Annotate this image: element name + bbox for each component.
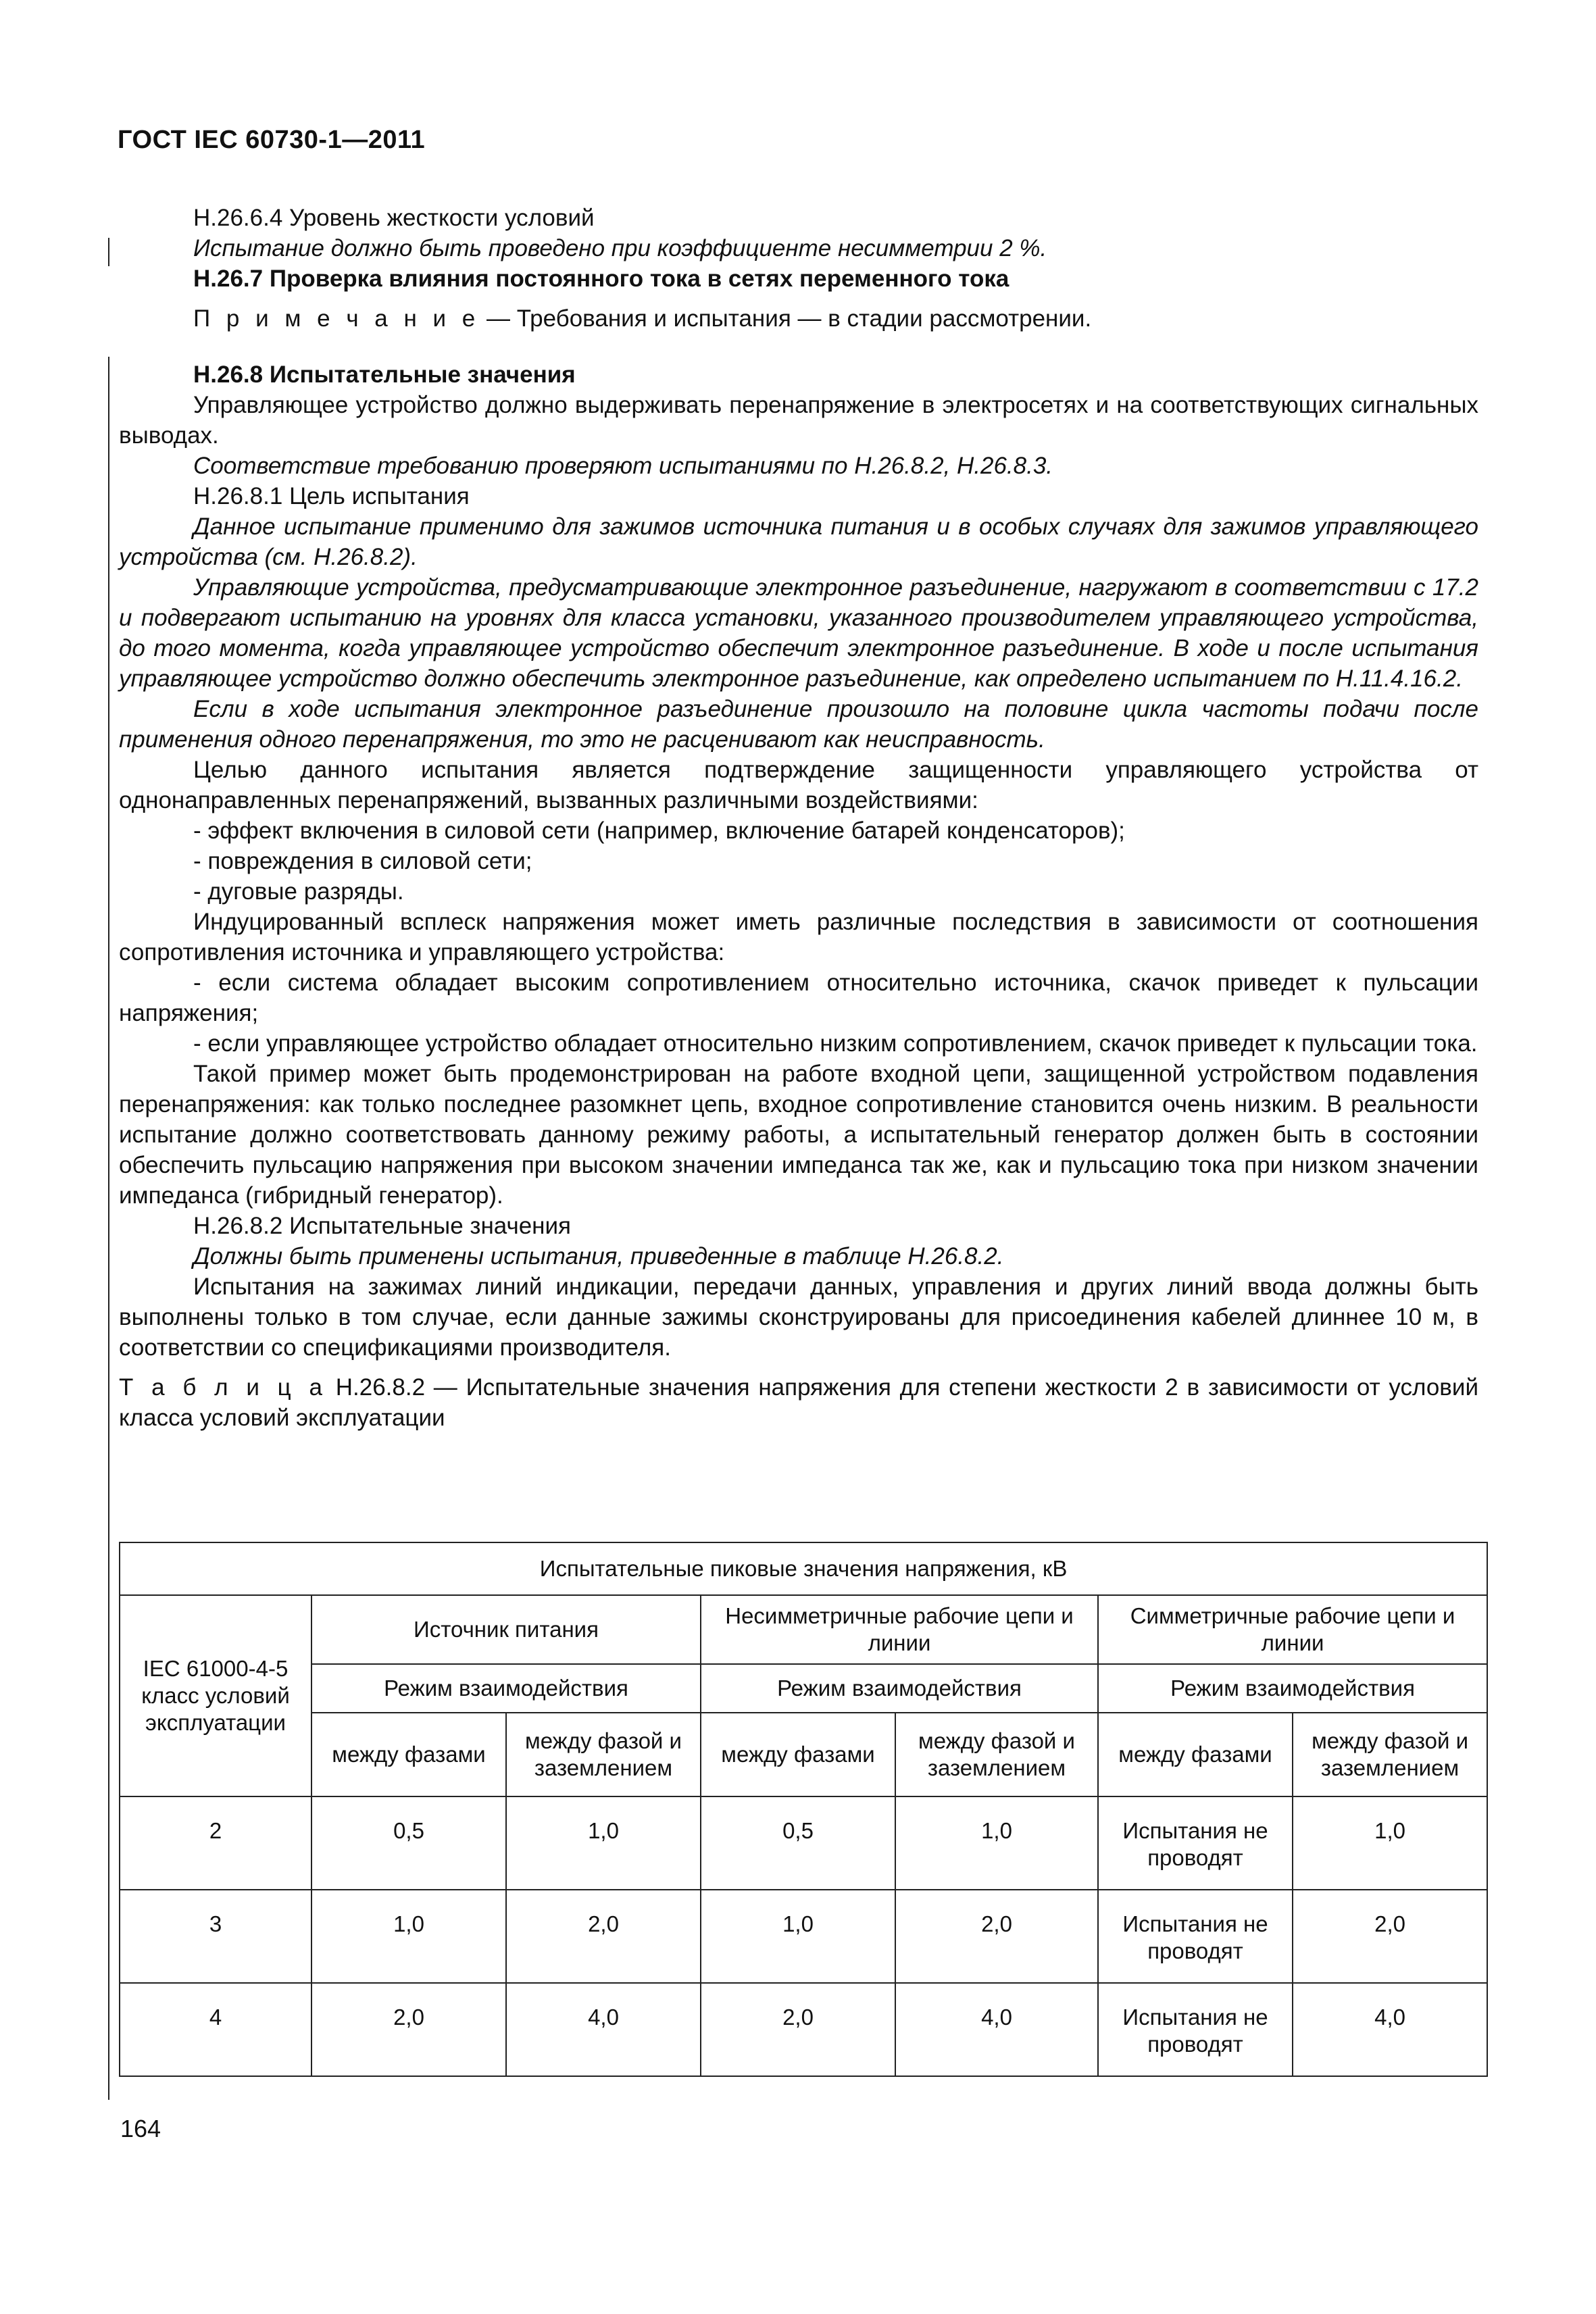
value-cell: 2,0 [701,1983,895,2076]
mode-header: Режим взаимодействия [701,1664,1098,1713]
value-cell: 1,0 [701,1890,895,1983]
list-item: - повреждения в силовой сети; [193,848,532,874]
italic-paragraph: Должны быть применены испытания, приведенные в таблице Н.26.8.2. [193,1243,1004,1269]
clause-heading-bold: Н.26.8 Испытательные значения [193,361,576,388]
table-top-header: Испытательные пиковые значения напряжения, кВ [120,1542,1487,1595]
value-cell: 0,5 [311,1796,506,1890]
clause-heading: Н.26.8.1 Цель испытания [193,483,470,509]
group-header-power: Источник питания [311,1595,701,1664]
table-row [120,1796,1487,1890]
italic-paragraph: Испытание должно быть проведено при коэффициенте несимметрии 2 %. [193,235,1047,261]
list-item: - если управляющее устройство обладает относительно низким сопротивлением, скачок приведет к пульсации тока. [193,1030,1478,1057]
table-caption-text: Н.26.8.2 — Испытательные значения напряжения для степени жесткости 2 в зависимости от условий класса условий эксплуатации [119,1374,1478,1431]
list-item: - если система обладает высоким сопротивлением относительно источника, скачок приведет к пульсации напряжения; [119,970,1478,1026]
table-row [120,1890,1487,1983]
value-cell: 4,0 [895,1983,1098,2076]
italic-paragraph: Если в ходе испытания электронное разъединение произошло на половине цикла частоты подачи после применения одного перенапряжения, то это не расценивают как неисправность. [119,696,1478,753]
paragraph: Управляющее устройство должно выдерживать перенапряжение в электросетях и на соответствующих сигнальных выводах. [119,392,1478,449]
body-text-upper [119,203,1478,334]
value-cell: Испытания не проводят [1098,1796,1293,1890]
test-values-table [119,1542,1488,2077]
clause-heading: Н.26.6.4 Уровень жесткости условий [193,205,595,231]
sub-header-phase: между фазами [701,1713,895,1796]
value-cell: 1,0 [1293,1796,1487,1890]
paragraph: Испытания на зажимах линий индикации, передачи данных, управления и других линий ввода должны быть выполнены только в том случае, если данные зажимы сконструированы для присоединения кабелей длиннее 10 м, в соответствии со спецификациями производителя. [119,1274,1478,1361]
paragraph: Такой пример может быть продемонстрирован на работе входной цепи, защищенной устройством подавления перенапряжения: как только последнее разомкнет цепь, входное сопротивление становится очень низким. В реальности испытание должно соответствовать данному режиму работы, а испытательный генератор должен быть в состоянии обеспечить пульсацию напряжения при высоком значении импеданса так же, как и пульсацию тока при низком значении импеданса (гибридный генератор). [119,1061,1478,1209]
page-number: 164 [120,2115,161,2142]
table-caption [119,1372,1478,1433]
class-cell: 3 [120,1890,311,1983]
class-cell: 2 [120,1796,311,1890]
value-cell: 0,5 [701,1796,895,1890]
value-cell: 2,0 [311,1983,506,2076]
body-text-main [119,359,1478,1433]
sub-header-phase: между фазами [1098,1713,1293,1796]
italic-paragraph: Соответствие требованию проверяют испытаниями по Н.26.8.2, Н.26.8.3. [193,453,1053,479]
paragraph: Индуцированный всплеск напряжения может иметь различные последствия в зависимости от соотношения сопротивления источника и управляющего устройства: [119,909,1478,965]
note-text: — Требования и испытания — в стадии рассмотрении. [480,305,1092,332]
class-cell: 4 [120,1983,311,2076]
value-cell: 2,0 [895,1890,1098,1983]
value-cell: 4,0 [1293,1983,1487,2076]
value-cell: 1,0 [895,1796,1098,1890]
mode-header: Режим взаимодействия [1098,1664,1487,1713]
class-header: IEC 61000-4-5 класс условий эксплуатации [120,1595,311,1796]
note-paragraph [119,303,1478,334]
sub-header-earth: между фазой и заземлением [506,1713,701,1796]
list-item: - эффект включения в силовой сети (например, включение батарей конденсаторов); [193,818,1125,844]
sub-header-phase: между фазами [311,1713,506,1796]
value-cell: 1,0 [506,1796,701,1890]
standard-header: ГОСТ IEC 60730-1—2011 [118,126,426,154]
list-item: - дуговые разряды. [193,878,404,905]
change-bar [108,238,109,266]
group-header-symmetric: Симметричные рабочие цепи и линии [1098,1595,1487,1664]
change-bar [108,357,109,2100]
sub-header-earth: между фазой и заземлением [895,1713,1098,1796]
table-caption-label: Т а б л и ц а [119,1374,327,1401]
table-row [120,1983,1487,2076]
sub-header-earth: между фазой и заземлением [1293,1713,1487,1796]
note-label: П р и м е ч а н и е [193,305,480,332]
value-cell: Испытания не проводят [1098,1983,1293,2076]
value-cell: 1,0 [311,1890,506,1983]
value-cell: Испытания не проводят [1098,1890,1293,1983]
clause-heading: Н.26.8.2 Испытательные значения [193,1213,572,1239]
value-cell: 4,0 [506,1983,701,2076]
italic-paragraph: Данное испытание применимо для зажимов источника питания и в особых случаях для зажимов управляющего устройства (см. Н.26.8.2). [119,513,1478,570]
clause-heading-bold: Н.26.7 Проверка влияния постоянного тока в сетях переменного тока [193,266,1009,292]
paragraph: Целью данного испытания является подтверждение защищенности управляющего устройства от однонаправленных перенапряжений, вызванных различными воздействиями: [119,757,1478,813]
value-cell: 2,0 [1293,1890,1487,1983]
value-cell: 2,0 [506,1890,701,1983]
group-header-asymmetric: Несимметричные рабочие цепи и линии [701,1595,1098,1664]
italic-paragraph: Управляющие устройства, предусматривающие электронное разъединение, нагружают в соответствии с 17.2 и подвергают испытанию на уровнях для класса установки, указанного производителем управляющего устройства, до того момента, когда управляющее устройство обеспечит электронное разъединение. В ходе и после испытания управляющее устройство должно обеспечить электронное разъединение, как определено испытанием по Н.11.4.16.2. [119,574,1478,692]
mode-header: Режим взаимодействия [311,1664,701,1713]
